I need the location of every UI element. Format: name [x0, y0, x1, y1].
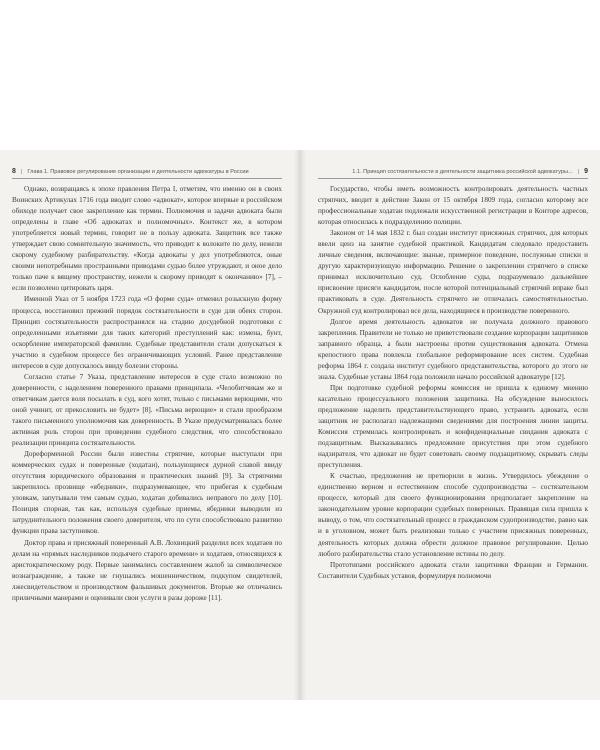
paragraph: Именной Указ от 5 ноября 1723 года «О форме суда» отменил розыскную форму процесса, восстановил прежний порядок состязательности в суде для обеих сторон. Принцип состязательности распространялся на стадию досудебной подготовки с определенными изъятиями для таких категорий преступлений как: измена, бунт, оскорбление императорской фамилии. Судебные представители стали допускаться к участию в судебном процессе без ограничивающих условий. Ранее представление интересов в суде допускалось ввиду болезни стороны.: [12, 295, 282, 370]
paragraph: К счастью, предложения не претворили в жизнь. Утвердилось убеждение о единственно верном и естественном способе судопроизводства – состязательном процессе, который для своего функционирования предполагает закрепление на законодательном уровне корпорации судебных поверенных. Правящая сила пришла к выводу, о том, что состязательный процесс в гражданском судопроизводстве, равно как и в уголовном, может быть реализован только с участием присяжных поверенных, деятельность которых должна обрести должное правовое регулирование. Целью любого разбирательства стало установление истины по делу.: [318, 472, 588, 558]
left-page: [12, 150, 282, 700]
right-running-head: 1.1. Принцип состязательности в деятельности защитника российской адвокатуры...: [352, 169, 573, 175]
paragraph: Прототипами российского адвоката стали защитники Франции и Германии. Составители Судебных уставов, формулируя полномочи: [318, 560, 588, 580]
paragraph: Государство, чтобы иметь возможность контролировать деятельность частных стряпчих, вводит в действие Закон от 15 октября 1809 года, согласно которому все профессиональные ходатаи подлежали искусственной регистрации в Конторе адресов, которая относилась к подразделению полиции.: [318, 185, 588, 227]
paragraph: Долгое время деятельность адвокатов не получала должного правового закрепления. Правители не только не приветствовали создание корпорации защитников заправного образца, а были настроены против существования адвоката. Отмена крепостного права повлекла глобальное реформирование всех систем. Судебная реформа 1864 г. создала институт судебного представительства, которого до этого не знала. Судебные уставы 1864 года положили начало российской адвокатуре [12].: [318, 317, 588, 381]
paragraph: Согласно статье 7 Указа, представление интересов в суде стало возможно по доверенности, с наделением поверенного правами принципала. «Челобитчикам же и ответчикам дается воля посылать в суд, кого хотят, только с письмами верющими, что оной учинит, от прекословить не будет» [8]. «Письма верющие» и стали прообразом такого письменного уполномочия как доверенность. В Указе предусматривалась более активная роль сторон при проведении судебного следствия, что способствовало реализации принципа состязательности.: [12, 372, 282, 448]
header-divider: |: [577, 169, 580, 175]
paragraph: Дореформенной России были известны стряпчие, которые выступали при коммерческих судах и поверенные (ходатаи), пользующиеся дурной славой ввиду отсутствия юридического образования и практических знаний [9]. За стряпчими закрепилось прозвище «ябедники», подразумевающее, что прибегая к судебным уловкам, запутывали тем самым судью, ходатаи добивались неправого по делу [10]. Позиция спорная, так как, используя судебные приемы, ябедники выводили из затруднительного положения своего доверителя, что по сути способствовало развитию функции права заступников.: [12, 450, 282, 536]
paragraph: При подготовке судебной реформы комиссия не пришла к единому мнению касательно процессуального положения защитника. На обсуждение выносилось предложение наделить представительствующего право, устранить адвоката, если защитник не располагал надлежащими сведениями для построения линии защиты. Комиссия стремилась контролировать и конфиденциальные свидания адвоката с подзащитным. Высказывались предложение присутствия при этом судебного надзирателя, что адвокат не будет советовать своему подзащитному, скрывать следы преступления.: [318, 383, 588, 470]
left-running-head: Глава 1. Правовое регулирование организации и деятельности адвокатуры в России: [27, 169, 249, 175]
right-page-number: 9: [584, 168, 588, 175]
right-page: [318, 150, 588, 700]
left-page-body: [12, 184, 282, 604]
paragraph: Доктор права и присяжный поверенный А.В. Лохвицкий разделил всех ходатаев по делам на «прямых наследников подьячего старого времени» и ходатаев, относящихся к аристократическому роду. Первые занимались составлением жалоб за символическое вознаграждение, а также не гнушались мошенничеством, подкупом свидетелей, лжесвидетельством и производством фальшивых документов. Вторые же отличались приличными манерами и оценивали свои услуги в разы дороже [11].: [12, 538, 282, 602]
paragraph: Законом от 14 мая 1832 г. был создан институт присяжных стряпчих, для которых ввели ценз на занятие судебной практикой. Кандидатам следовало предоставить личные сведения, включающие: званые, примерное поведение, послужные списки и другую характеризующую информацию. Решение о закреплении стряпчего в списке принимал исключительно суд. Оглобление суды, подразумевало дальнейшее присвоение присяги кандидатом, после которой потенциальный стряпчий впраке был практиковать в суде. Деятельность стряпчего не отличалась самостоятельностью. Окружной суд контролировал все дела, находящиеся в производстве поверенного.: [318, 229, 588, 315]
left-header-rule: [12, 178, 282, 179]
left-page-number: 8: [12, 168, 16, 175]
right-header-rule: [318, 178, 588, 179]
book-spread: [0, 150, 600, 700]
right-page-body: [318, 184, 588, 582]
header-divider: |: [20, 169, 23, 175]
book-gutter: [294, 150, 306, 700]
paragraph: Однако, возвращаясь к эпохе правления Петра I, отметим, что именно он в своих Воинских Артикулах 1716 года вводит слово «адвокат», которое впервые в российском обиходе получает свое закрепление как термин. Полномочия и задачи адвоката были определены в главе «Об адвокатах и полномочных». Контекст же, в котором употребляется новый термин, говорит не в пользу адвоката. Защитник все также утверждает свою сомнительную значимость, что приводит к волоките по делу, нежели скорому судебному разбирательству. «Когда адвокаты у дел употребляются, оные своими непотребными пространными приводами судью более утруждают, и оное дело только паче к вящему пространству, нежели к скорому приводят к окончанию» [7], – если позволено цитировать царя.: [12, 185, 282, 293]
